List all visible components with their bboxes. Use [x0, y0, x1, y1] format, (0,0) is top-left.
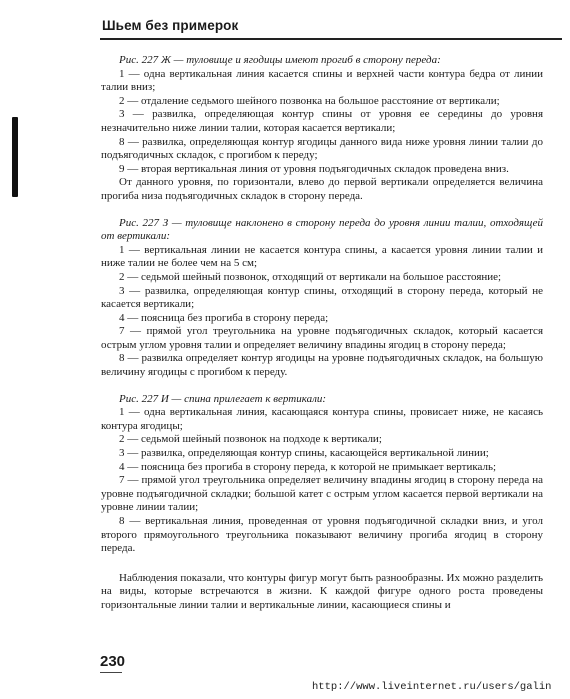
list-item: 1 — одна вертикальная линия, касающаяся контура спины, провисает ниже, не касаясь контура ягодицы;: [101, 406, 543, 432]
list-item: 8 — развилка определяет контур ягодицы на уровне подъягодичных складок, на большую величину ягодицы с прогибом к переду.: [101, 352, 543, 379]
header-rule: [100, 38, 562, 40]
figure-block-i: [101, 393, 543, 556]
footer-rule: [100, 672, 122, 673]
figure-block-z: [101, 217, 543, 380]
list-item: 3 — развилка, определяющая контур спины от уровня ее середины до уровня незначительно ниже линии талии, которая касается вертикали;: [101, 108, 543, 134]
list-item: 1 — одна вертикальная линия касается спины и верхней части контура бедра от линии талии вниз;: [101, 67, 543, 94]
margin-mark: [12, 117, 18, 197]
figure-block-zh: [101, 54, 543, 204]
list-item: 3 — развилка, определяющая контур спины, отходящий в сторону переда, который не касается вертикали;: [101, 284, 543, 311]
list-item: 4 — поясница без прогиба в сторону переда, к которой не примыкает вертикаль;: [119, 460, 497, 473]
list-item: 8 — развилка, определяющая контур ягодицы данного вида ниже уровня линии талии до подъягодичных складок, с прогибом к переду;: [101, 135, 543, 162]
figure-caption: Рис. 227 Ж — туловище и ягодицы имеют прогиб в сторону переда:: [119, 54, 441, 66]
list-item: 2 — седьмой шейный позвонок, отходящий от вертикали на большое расстояние;: [119, 270, 502, 283]
closing-paragraph: Наблюдения показали, что контуры фигур могут быть разнообразны. Их можно разделить на виды, которые встречаются в жизни. К каждой фигуре одного роста проведены горизонтальные линии талии и вертикальные линии, касающиеся спины и: [101, 571, 543, 611]
list-item: 8 — вертикальная линия, проведенная от уровня подъягодичной складки вниз, и угол второго прямоугольного треугольника показывают величину прогиба ягодиц в сторону переда.: [101, 515, 543, 555]
list-item: 9 — вторая вертикальная линия от уровня подъягодичных складок проведена вниз.: [119, 162, 509, 175]
list-item: 2 — седьмой шейный позвонок на подходе к вертикали;: [119, 433, 382, 446]
figure-caption: Рис. 227 И — спина прилегает к вертикали:: [119, 392, 327, 405]
footer-url: http://www.liveinternet.ru/users/galin: [312, 681, 552, 693]
list-item: 7 — прямой угол треугольника определяет величину впадины ягодиц в сторону переда на уровне подъягодичной складки; большой катет с острым углом касается первой вертикали на уровне линии талии;: [101, 474, 543, 514]
list-item: 2 — отдаление седьмого шейного позвонка на большое расстояние от вертикали;: [119, 94, 500, 107]
page-number: 230: [100, 653, 126, 670]
running-title: Шьем без примерок: [102, 18, 239, 33]
page-header: [100, 18, 562, 40]
list-item: 1 — вертикальная линии не касается контура спины, а касается уровня линии талии и ниже талии не более чем на 5 см;: [101, 243, 543, 270]
list-item: 3 — развилка, определяющая контур спины, касающейся вертикальной линии;: [119, 447, 489, 460]
paragraph: От данного уровня, по горизонтали, влево до первой вертикали определяется величина прогиба низа подъягодичных складок в сторону переда.: [101, 176, 543, 202]
figure-caption: Рис. 227 З — туловище наклонено в сторону переда до уровня линии талии, отходящей от вертикали:: [101, 216, 543, 243]
list-item: 4 — поясница без прогиба в сторону переда;: [119, 311, 329, 324]
list-item: 7 — прямой угол треугольника на уровне подъягодичных складок, который касается острым углом уровня талии и определяет величину впадины ягодиц в сторону переда;: [101, 325, 543, 351]
body-text: [101, 54, 543, 613]
